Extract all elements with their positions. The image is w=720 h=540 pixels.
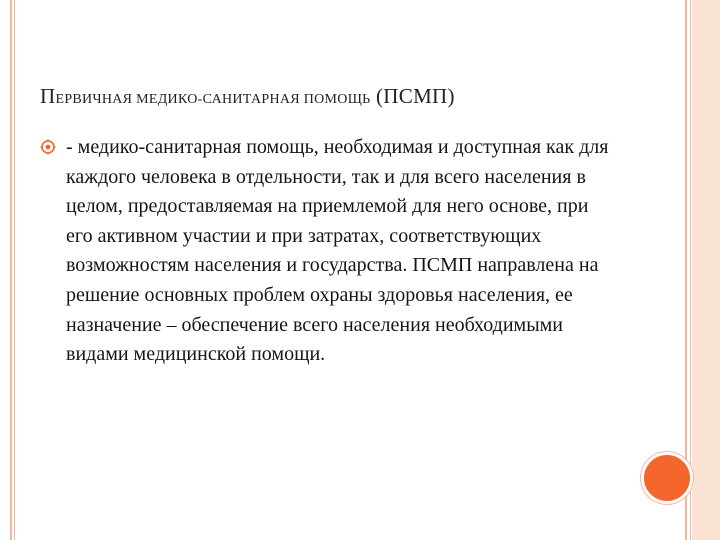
- title-smallcaps: ЕРВИЧНАЯ МЕДИКО-САНИТАРНАЯ ПОМОЩЬ: [55, 92, 371, 107]
- right-frame-band: [692, 0, 720, 540]
- decorative-bullet-icon: [40, 139, 56, 155]
- orange-circle-decoration: [641, 452, 693, 504]
- title-abbreviation: (ПСМП): [370, 84, 455, 108]
- slide-body-text: - медико-санитарная помощь, необходимая и доступная как для каждого человека в отдельности, так и для всего населения в целом, предоставляемая на приемлемой для него основе, при его активном участии и при затратах, соответствующих возможностям населения и государства. ПСМП направлена на решение основных проблем охраны здоровья населения, ее назначение – обеспечение всего населения необходимыми видами медицинской помощи.: [66, 136, 609, 366]
- left-frame-line-thin: [14, 0, 15, 540]
- left-frame-line: [10, 0, 12, 540]
- slide-title: [40, 84, 660, 109]
- right-frame-line-thin: [690, 0, 691, 540]
- title-initial: П: [40, 84, 56, 108]
